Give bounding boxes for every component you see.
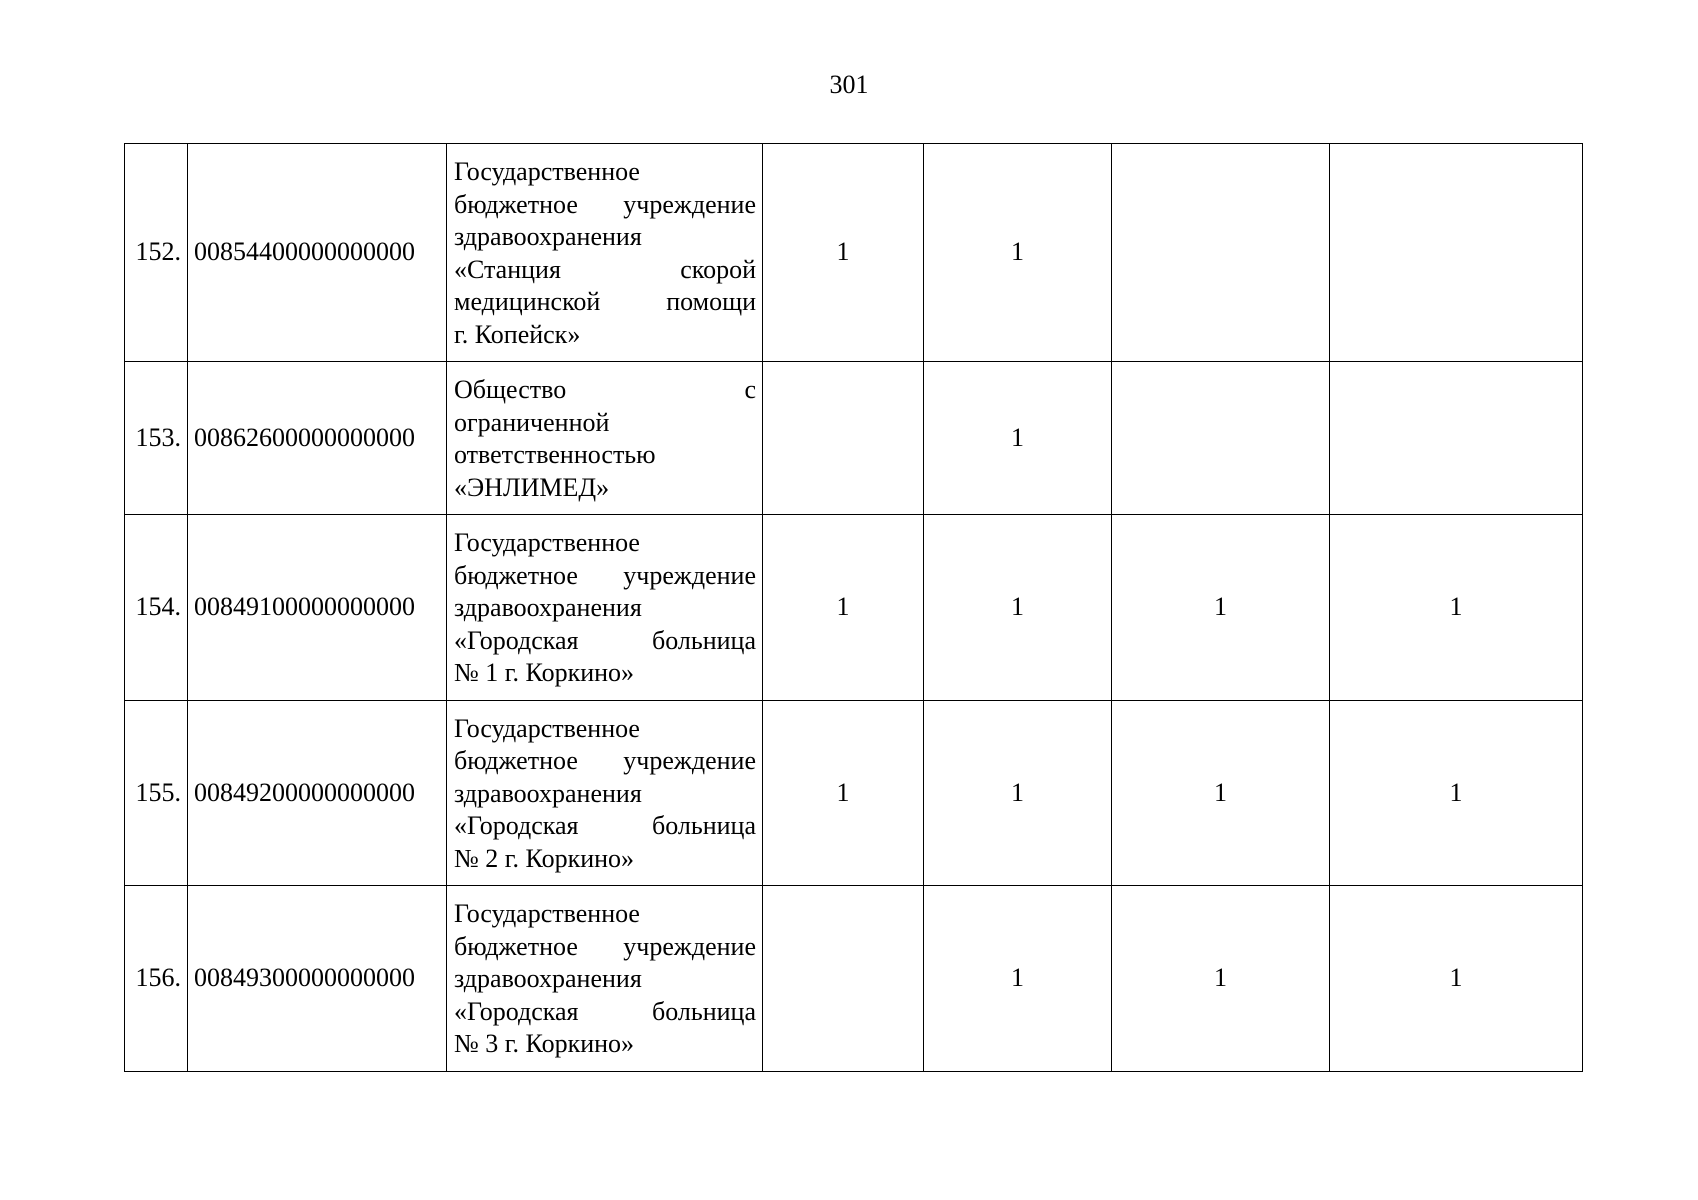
- row-number: 156.: [125, 886, 188, 1072]
- row-value-3: 1: [1112, 515, 1330, 701]
- row-code: 00849300000000000: [188, 886, 447, 1072]
- organization-name-line: «ЭНЛИМЕД»: [454, 472, 610, 502]
- row-value-1: 1: [763, 144, 924, 362]
- organization-name-line: «Станция скорой: [454, 254, 756, 284]
- organization-name-line: бюджетное учреждение: [454, 746, 756, 775]
- row-value-1: [763, 886, 924, 1072]
- row-organization-name: [447, 886, 763, 1072]
- row-code: 00862600000000000: [188, 362, 447, 515]
- organization-name-line: ответственностью: [454, 440, 656, 469]
- organization-name-line: г. Копейск»: [454, 319, 581, 349]
- organization-name-line: бюджетное учреждение: [454, 560, 756, 590]
- row-value-4: [1330, 144, 1583, 362]
- table-row: [125, 144, 1583, 362]
- row-value-3: 1: [1112, 700, 1330, 886]
- organization-name-line: № 3 г. Коркино»: [454, 1029, 635, 1058]
- organization-name-line: Общество с: [454, 375, 756, 404]
- organization-name-line: № 1 г. Коркино»: [454, 658, 635, 687]
- row-number: 152.: [125, 144, 188, 362]
- row-value-1: 1: [763, 515, 924, 701]
- table-body: [125, 144, 1583, 1072]
- organization-name-line: здравоохранения: [454, 964, 642, 993]
- row-value-4: 1: [1330, 700, 1583, 886]
- organization-name-line: Государственное: [454, 528, 640, 557]
- row-code: 00849200000000000: [188, 700, 447, 886]
- table-row: [125, 700, 1583, 886]
- organization-name-line: «Городская больница: [454, 811, 756, 840]
- table-row: [125, 886, 1583, 1072]
- row-value-3: [1112, 144, 1330, 362]
- table-row: [125, 515, 1583, 701]
- row-value-2: 1: [924, 362, 1112, 515]
- row-value-2: 1: [924, 144, 1112, 362]
- page-number: 301: [829, 70, 869, 99]
- organization-name-line: Государственное: [454, 157, 640, 186]
- organization-name-line: здравоохранения: [454, 593, 642, 622]
- row-value-3: [1112, 362, 1330, 515]
- row-value-2: 1: [924, 886, 1112, 1072]
- row-value-4: [1330, 362, 1583, 515]
- organization-name-line: «Городская больница: [454, 996, 756, 1026]
- organization-name-line: здравоохранения: [454, 778, 642, 808]
- row-organization-name: [447, 144, 763, 362]
- organization-name-line: Государственное: [454, 899, 640, 928]
- organization-name-line: бюджетное учреждение: [454, 931, 756, 961]
- row-value-3: 1: [1112, 886, 1330, 1072]
- organization-name-line: здравоохранения: [454, 222, 642, 251]
- row-number: 154.: [125, 515, 188, 701]
- organization-name-line: медицинской помощи: [454, 287, 756, 316]
- row-value-4: 1: [1330, 886, 1583, 1072]
- row-value-2: 1: [924, 515, 1112, 701]
- row-organization-name: [447, 362, 763, 515]
- organization-name-line: бюджетное учреждение: [454, 189, 756, 219]
- row-value-1: 1: [763, 700, 924, 886]
- organization-name-line: «Городская больница: [454, 625, 756, 655]
- table-row: [125, 362, 1583, 515]
- organization-name-line: № 2 г. Коркино»: [454, 843, 635, 873]
- row-code: 00849100000000000: [188, 515, 447, 701]
- row-number: 153.: [125, 362, 188, 515]
- organization-name-line: ограниченной: [454, 407, 610, 437]
- data-table: [124, 143, 1583, 1072]
- row-organization-name: [447, 700, 763, 886]
- row-organization-name: [447, 515, 763, 701]
- row-value-1: [763, 362, 924, 515]
- row-number: 155.: [125, 700, 188, 886]
- row-value-2: 1: [924, 700, 1112, 886]
- row-value-4: 1: [1330, 515, 1583, 701]
- organization-name-line: Государственное: [454, 713, 640, 743]
- row-code: 00854400000000000: [188, 144, 447, 362]
